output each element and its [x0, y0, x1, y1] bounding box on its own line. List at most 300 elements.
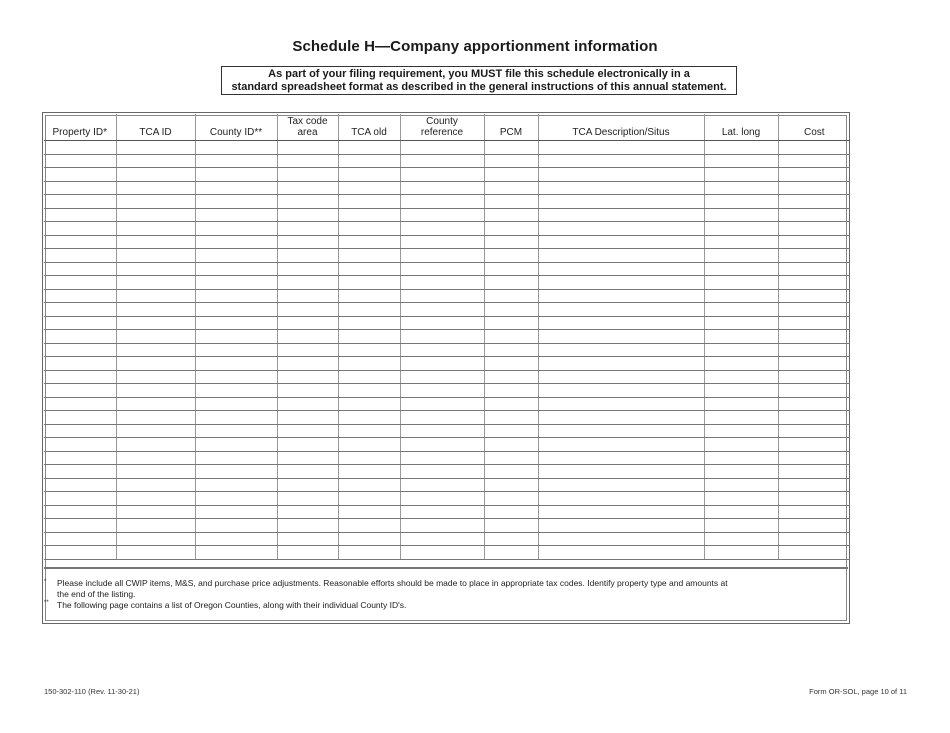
table-cell[interactable] — [44, 411, 116, 425]
table-cell[interactable] — [704, 465, 778, 479]
table-cell[interactable] — [277, 451, 338, 465]
table-cell[interactable] — [400, 357, 484, 371]
table-cell[interactable] — [484, 465, 538, 479]
table-cell[interactable] — [277, 397, 338, 411]
table-cell[interactable] — [778, 492, 850, 506]
table-cell[interactable] — [778, 411, 850, 425]
table-cell[interactable] — [44, 249, 116, 263]
table-cell[interactable] — [778, 465, 850, 479]
table-cell[interactable] — [400, 168, 484, 182]
table-cell[interactable] — [704, 316, 778, 330]
table-cell[interactable] — [195, 465, 277, 479]
table-cell[interactable] — [116, 492, 195, 506]
table-cell[interactable] — [538, 289, 704, 303]
table-cell[interactable] — [704, 370, 778, 384]
table-cell[interactable] — [778, 384, 850, 398]
table-cell[interactable] — [44, 384, 116, 398]
table-cell[interactable] — [338, 249, 400, 263]
table-cell[interactable] — [400, 384, 484, 398]
table-cell[interactable] — [704, 492, 778, 506]
table-cell[interactable] — [778, 438, 850, 452]
table-cell[interactable] — [484, 411, 538, 425]
table-cell[interactable] — [778, 289, 850, 303]
table-cell[interactable] — [484, 181, 538, 195]
table-cell[interactable] — [338, 222, 400, 236]
table-cell[interactable] — [116, 532, 195, 546]
table-cell[interactable] — [277, 235, 338, 249]
table-cell[interactable] — [400, 370, 484, 384]
table-cell[interactable] — [116, 262, 195, 276]
table-cell[interactable] — [704, 505, 778, 519]
table-cell[interactable] — [400, 222, 484, 236]
table-cell[interactable] — [484, 532, 538, 546]
table-cell[interactable] — [277, 546, 338, 560]
table-cell[interactable] — [400, 195, 484, 209]
table-cell[interactable] — [116, 154, 195, 168]
table-cell[interactable] — [778, 276, 850, 290]
table-cell[interactable] — [338, 397, 400, 411]
table-cell[interactable] — [704, 451, 778, 465]
table-cell[interactable] — [778, 546, 850, 560]
table-cell[interactable] — [116, 303, 195, 317]
table-cell[interactable] — [484, 384, 538, 398]
table-cell[interactable] — [116, 505, 195, 519]
table-cell[interactable] — [400, 465, 484, 479]
table-cell[interactable] — [538, 249, 704, 263]
table-cell[interactable] — [484, 303, 538, 317]
table-cell[interactable] — [704, 411, 778, 425]
table-cell[interactable] — [277, 532, 338, 546]
table-cell[interactable] — [116, 208, 195, 222]
table-cell[interactable] — [277, 343, 338, 357]
table-cell[interactable] — [44, 289, 116, 303]
table-cell[interactable] — [277, 384, 338, 398]
table-cell[interactable] — [116, 478, 195, 492]
table-cell[interactable] — [277, 168, 338, 182]
table-cell[interactable] — [195, 249, 277, 263]
table-cell[interactable] — [338, 519, 400, 533]
table-cell[interactable] — [778, 195, 850, 209]
table-cell[interactable] — [338, 289, 400, 303]
table-cell[interactable] — [484, 235, 538, 249]
table-cell[interactable] — [538, 384, 704, 398]
table-cell[interactable] — [400, 343, 484, 357]
table-cell[interactable] — [116, 222, 195, 236]
table-cell[interactable] — [277, 357, 338, 371]
table-cell[interactable] — [778, 519, 850, 533]
table-cell[interactable] — [704, 222, 778, 236]
table-cell[interactable] — [116, 438, 195, 452]
table-cell[interactable] — [44, 370, 116, 384]
table-cell[interactable] — [400, 492, 484, 506]
table-cell[interactable] — [484, 492, 538, 506]
table-cell[interactable] — [538, 276, 704, 290]
table-cell[interactable] — [778, 532, 850, 546]
table-cell[interactable] — [778, 357, 850, 371]
table-cell[interactable] — [277, 370, 338, 384]
table-cell[interactable] — [778, 249, 850, 263]
table-cell[interactable] — [195, 370, 277, 384]
table-cell[interactable] — [400, 519, 484, 533]
table-cell[interactable] — [538, 154, 704, 168]
table-cell[interactable] — [195, 141, 277, 155]
table-cell[interactable] — [538, 505, 704, 519]
table-cell[interactable] — [277, 276, 338, 290]
table-cell[interactable] — [195, 222, 277, 236]
table-cell[interactable] — [116, 519, 195, 533]
table-cell[interactable] — [338, 303, 400, 317]
table-cell[interactable] — [338, 168, 400, 182]
table-cell[interactable] — [277, 316, 338, 330]
table-cell[interactable] — [538, 235, 704, 249]
table-cell[interactable] — [778, 397, 850, 411]
table-cell[interactable] — [116, 384, 195, 398]
table-cell[interactable] — [44, 519, 116, 533]
table-cell[interactable] — [778, 303, 850, 317]
table-cell[interactable] — [538, 478, 704, 492]
table-cell[interactable] — [704, 330, 778, 344]
table-cell[interactable] — [195, 235, 277, 249]
table-cell[interactable] — [400, 235, 484, 249]
table-cell[interactable] — [277, 411, 338, 425]
table-cell[interactable] — [277, 505, 338, 519]
table-cell[interactable] — [704, 249, 778, 263]
table-cell[interactable] — [44, 532, 116, 546]
table-cell[interactable] — [338, 262, 400, 276]
table-cell[interactable] — [44, 438, 116, 452]
table-cell[interactable] — [195, 330, 277, 344]
table-cell[interactable] — [277, 208, 338, 222]
table-cell[interactable] — [484, 397, 538, 411]
table-cell[interactable] — [704, 168, 778, 182]
table-cell[interactable] — [338, 330, 400, 344]
table-cell[interactable] — [116, 181, 195, 195]
table-cell[interactable] — [538, 546, 704, 560]
table-cell[interactable] — [195, 384, 277, 398]
table-cell[interactable] — [778, 424, 850, 438]
table-cell[interactable] — [44, 154, 116, 168]
table-cell[interactable] — [400, 505, 484, 519]
table-cell[interactable] — [538, 222, 704, 236]
table-cell[interactable] — [338, 505, 400, 519]
table-cell[interactable] — [400, 478, 484, 492]
table-cell[interactable] — [116, 370, 195, 384]
table-cell[interactable] — [484, 195, 538, 209]
table-cell[interactable] — [338, 411, 400, 425]
table-cell[interactable] — [538, 316, 704, 330]
table-cell[interactable] — [400, 154, 484, 168]
table-cell[interactable] — [195, 289, 277, 303]
table-cell[interactable] — [277, 478, 338, 492]
table-cell[interactable] — [484, 316, 538, 330]
table-cell[interactable] — [704, 195, 778, 209]
table-cell[interactable] — [484, 289, 538, 303]
table-cell[interactable] — [277, 303, 338, 317]
table-cell[interactable] — [538, 195, 704, 209]
table-cell[interactable] — [44, 424, 116, 438]
table-cell[interactable] — [116, 397, 195, 411]
table-cell[interactable] — [338, 357, 400, 371]
table-cell[interactable] — [44, 451, 116, 465]
table-cell[interactable] — [195, 357, 277, 371]
table-cell[interactable] — [778, 262, 850, 276]
table-cell[interactable] — [484, 343, 538, 357]
table-cell[interactable] — [484, 424, 538, 438]
table-cell[interactable] — [338, 141, 400, 155]
table-cell[interactable] — [338, 384, 400, 398]
table-cell[interactable] — [538, 370, 704, 384]
table-cell[interactable] — [538, 181, 704, 195]
table-cell[interactable] — [400, 532, 484, 546]
table-cell[interactable] — [195, 411, 277, 425]
table-cell[interactable] — [538, 343, 704, 357]
table-cell[interactable] — [538, 397, 704, 411]
table-cell[interactable] — [338, 235, 400, 249]
table-cell[interactable] — [778, 181, 850, 195]
table-cell[interactable] — [538, 262, 704, 276]
table-cell[interactable] — [484, 505, 538, 519]
table-cell[interactable] — [338, 465, 400, 479]
table-cell[interactable] — [195, 451, 277, 465]
table-cell[interactable] — [400, 411, 484, 425]
table-cell[interactable] — [116, 195, 195, 209]
table-cell[interactable] — [704, 424, 778, 438]
table-cell[interactable] — [338, 546, 400, 560]
table-cell[interactable] — [338, 451, 400, 465]
table-cell[interactable] — [277, 249, 338, 263]
table-cell[interactable] — [400, 208, 484, 222]
table-cell[interactable] — [400, 249, 484, 263]
table-cell[interactable] — [484, 370, 538, 384]
table-cell[interactable] — [44, 465, 116, 479]
table-cell[interactable] — [538, 519, 704, 533]
table-cell[interactable] — [484, 222, 538, 236]
table-cell[interactable] — [400, 546, 484, 560]
table-cell[interactable] — [484, 168, 538, 182]
table-cell[interactable] — [704, 532, 778, 546]
table-cell[interactable] — [277, 154, 338, 168]
table-cell[interactable] — [338, 438, 400, 452]
table-cell[interactable] — [277, 262, 338, 276]
table-cell[interactable] — [338, 276, 400, 290]
table-cell[interactable] — [277, 492, 338, 506]
table-cell[interactable] — [484, 208, 538, 222]
table-cell[interactable] — [116, 424, 195, 438]
table-cell[interactable] — [116, 343, 195, 357]
table-cell[interactable] — [400, 330, 484, 344]
table-cell[interactable] — [778, 208, 850, 222]
table-cell[interactable] — [538, 424, 704, 438]
table-cell[interactable] — [778, 330, 850, 344]
table-cell[interactable] — [400, 289, 484, 303]
table-cell[interactable] — [277, 465, 338, 479]
table-cell[interactable] — [704, 343, 778, 357]
table-cell[interactable] — [778, 343, 850, 357]
table-cell[interactable] — [44, 343, 116, 357]
table-cell[interactable] — [338, 316, 400, 330]
table-cell[interactable] — [704, 276, 778, 290]
table-cell[interactable] — [277, 181, 338, 195]
table-cell[interactable] — [484, 154, 538, 168]
table-cell[interactable] — [538, 168, 704, 182]
table-cell[interactable] — [704, 397, 778, 411]
table-cell[interactable] — [44, 478, 116, 492]
table-cell[interactable] — [704, 546, 778, 560]
table-cell[interactable] — [44, 303, 116, 317]
table-cell[interactable] — [44, 276, 116, 290]
table-cell[interactable] — [704, 289, 778, 303]
table-cell[interactable] — [195, 424, 277, 438]
table-cell[interactable] — [778, 370, 850, 384]
table-cell[interactable] — [116, 411, 195, 425]
table-cell[interactable] — [538, 465, 704, 479]
table-cell[interactable] — [538, 492, 704, 506]
table-cell[interactable] — [195, 546, 277, 560]
table-cell[interactable] — [338, 195, 400, 209]
table-cell[interactable] — [44, 316, 116, 330]
table-cell[interactable] — [400, 303, 484, 317]
table-cell[interactable] — [44, 195, 116, 209]
table-cell[interactable] — [195, 343, 277, 357]
table-cell[interactable] — [44, 330, 116, 344]
table-cell[interactable] — [704, 303, 778, 317]
table-cell[interactable] — [484, 141, 538, 155]
table-cell[interactable] — [778, 141, 850, 155]
table-cell[interactable] — [116, 330, 195, 344]
table-cell[interactable] — [277, 519, 338, 533]
table-cell[interactable] — [44, 168, 116, 182]
table-cell[interactable] — [44, 397, 116, 411]
table-cell[interactable] — [116, 276, 195, 290]
table-cell[interactable] — [116, 316, 195, 330]
table-cell[interactable] — [484, 438, 538, 452]
table-cell[interactable] — [116, 357, 195, 371]
table-cell[interactable] — [338, 492, 400, 506]
table-cell[interactable] — [44, 492, 116, 506]
table-cell[interactable] — [44, 546, 116, 560]
table-cell[interactable] — [704, 262, 778, 276]
table-cell[interactable] — [778, 478, 850, 492]
table-cell[interactable] — [338, 154, 400, 168]
table-cell[interactable] — [484, 249, 538, 263]
table-cell[interactable] — [704, 438, 778, 452]
table-cell[interactable] — [195, 397, 277, 411]
table-cell[interactable] — [778, 235, 850, 249]
table-cell[interactable] — [538, 303, 704, 317]
table-cell[interactable] — [116, 289, 195, 303]
table-cell[interactable] — [195, 208, 277, 222]
table-cell[interactable] — [195, 168, 277, 182]
table-cell[interactable] — [195, 316, 277, 330]
table-cell[interactable] — [538, 208, 704, 222]
table-cell[interactable] — [195, 532, 277, 546]
table-cell[interactable] — [116, 546, 195, 560]
table-cell[interactable] — [195, 303, 277, 317]
table-cell[interactable] — [195, 276, 277, 290]
table-cell[interactable] — [704, 519, 778, 533]
table-cell[interactable] — [778, 168, 850, 182]
table-cell[interactable] — [195, 195, 277, 209]
table-cell[interactable] — [484, 357, 538, 371]
table-cell[interactable] — [116, 451, 195, 465]
table-cell[interactable] — [704, 154, 778, 168]
table-cell[interactable] — [338, 424, 400, 438]
table-cell[interactable] — [484, 451, 538, 465]
table-cell[interactable] — [277, 222, 338, 236]
table-cell[interactable] — [704, 384, 778, 398]
table-cell[interactable] — [277, 195, 338, 209]
table-cell[interactable] — [704, 478, 778, 492]
table-cell[interactable] — [538, 532, 704, 546]
table-cell[interactable] — [400, 276, 484, 290]
table-cell[interactable] — [338, 181, 400, 195]
table-cell[interactable] — [400, 438, 484, 452]
table-cell[interactable] — [484, 330, 538, 344]
table-cell[interactable] — [538, 330, 704, 344]
table-cell[interactable] — [195, 438, 277, 452]
table-cell[interactable] — [195, 505, 277, 519]
table-cell[interactable] — [704, 181, 778, 195]
table-cell[interactable] — [400, 451, 484, 465]
table-cell[interactable] — [538, 451, 704, 465]
table-cell[interactable] — [338, 478, 400, 492]
table-cell[interactable] — [338, 370, 400, 384]
table-cell[interactable] — [195, 519, 277, 533]
table-cell[interactable] — [44, 262, 116, 276]
table-cell[interactable] — [44, 141, 116, 155]
table-cell[interactable] — [704, 235, 778, 249]
table-cell[interactable] — [338, 343, 400, 357]
table-cell[interactable] — [195, 262, 277, 276]
table-cell[interactable] — [400, 316, 484, 330]
table-cell[interactable] — [484, 262, 538, 276]
table-cell[interactable] — [778, 154, 850, 168]
table-cell[interactable] — [195, 181, 277, 195]
table-cell[interactable] — [778, 222, 850, 236]
table-cell[interactable] — [400, 262, 484, 276]
table-cell[interactable] — [195, 492, 277, 506]
table-cell[interactable] — [44, 505, 116, 519]
table-cell[interactable] — [538, 357, 704, 371]
table-cell[interactable] — [778, 505, 850, 519]
table-cell[interactable] — [277, 438, 338, 452]
table-cell[interactable] — [277, 330, 338, 344]
table-cell[interactable] — [277, 141, 338, 155]
table-cell[interactable] — [44, 357, 116, 371]
table-cell[interactable] — [195, 478, 277, 492]
table-cell[interactable] — [778, 451, 850, 465]
table-cell[interactable] — [400, 397, 484, 411]
table-cell[interactable] — [277, 289, 338, 303]
table-cell[interactable] — [704, 208, 778, 222]
table-cell[interactable] — [116, 235, 195, 249]
table-cell[interactable] — [44, 208, 116, 222]
table-cell[interactable] — [116, 141, 195, 155]
table-cell[interactable] — [704, 357, 778, 371]
table-cell[interactable] — [484, 546, 538, 560]
table-cell[interactable] — [400, 181, 484, 195]
table-cell[interactable] — [338, 532, 400, 546]
table-cell[interactable] — [116, 168, 195, 182]
table-cell[interactable] — [195, 154, 277, 168]
table-cell[interactable] — [538, 411, 704, 425]
table-cell[interactable] — [338, 208, 400, 222]
table-cell[interactable] — [400, 141, 484, 155]
table-cell[interactable] — [484, 478, 538, 492]
table-cell[interactable] — [44, 235, 116, 249]
table-cell[interactable] — [277, 424, 338, 438]
table-cell[interactable] — [778, 316, 850, 330]
